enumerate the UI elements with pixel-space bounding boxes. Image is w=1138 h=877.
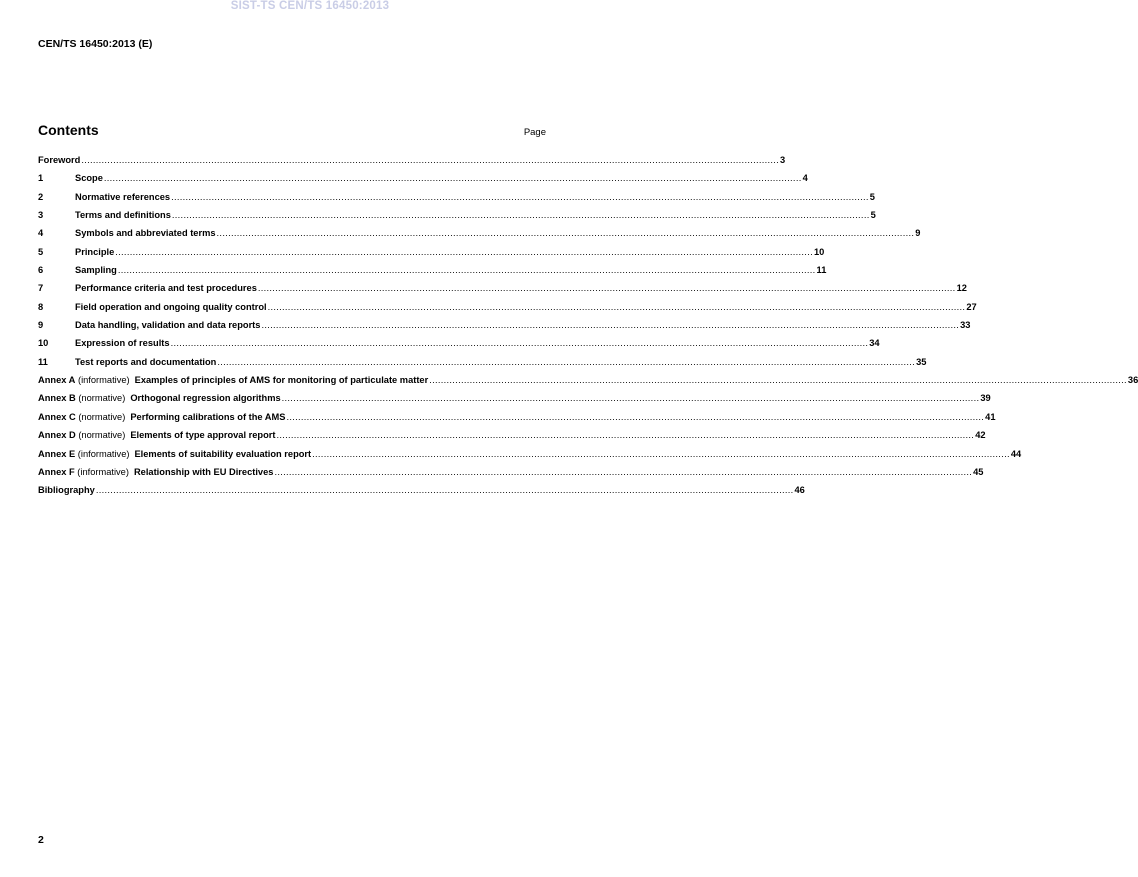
toc-entry[interactable]: [38, 173, 808, 191]
toc-annex-label: Annex F: [38, 466, 75, 477]
toc-entry-number: 2: [38, 191, 44, 202]
toc-dot-leader: ..................................................................................................................................................................................................................................................: [81, 155, 780, 165]
toc-entry[interactable]: [38, 191, 875, 210]
toc-entry[interactable]: [38, 448, 1022, 467]
toc-entry-page: 12: [956, 283, 967, 294]
toc-entry-title: Terms and definitions: [75, 210, 171, 221]
toc-annex-label: Annex A: [38, 375, 76, 386]
toc-entry[interactable]: [38, 283, 967, 301]
toc-entry-number: 8: [38, 301, 44, 312]
toc-entry-number: 10: [38, 338, 49, 349]
page-number: 2: [38, 834, 44, 846]
toc-dot-leader: ..................................................................................................................................................................................................................................................: [171, 191, 869, 202]
toc-annex-type: (informative): [77, 466, 129, 477]
toc-entry-page: 34: [869, 338, 880, 349]
toc-entry-number: 6: [38, 265, 44, 276]
toc-entry[interactable]: [38, 265, 827, 283]
toc-entry-title: Principle: [75, 246, 115, 257]
toc-dot-leader: ..................................................................................................................................................................................................................................................: [217, 356, 916, 367]
toc-entry-title: Field operation and ongoing quality control: [75, 301, 267, 312]
toc-entry-title: Scope: [75, 173, 103, 184]
toc-dot-leader: ..................................................................................................................................................................................................................................................: [429, 375, 1127, 386]
toc-entry-title: Performing calibrations of the AMS: [130, 411, 286, 422]
toc-entry-page: 41: [985, 411, 996, 422]
toc-entry[interactable]: [38, 466, 984, 485]
toc-dot-leader: ..................................................................................................................................................................................................................................................: [103, 173, 802, 184]
toc-entry-number: 11: [38, 356, 48, 367]
toc-entry[interactable]: [38, 320, 971, 338]
toc-dot-leader: ..................................................................................................................................................................................................................................................: [261, 320, 960, 331]
toc-dot-leader: ..................................................................................................................................................................................................................................................: [115, 246, 813, 257]
toc-entry-page: 42: [975, 430, 986, 441]
toc-dot-leader: ..................................................................................................................................................................................................................................................: [216, 228, 915, 239]
toc-entry[interactable]: [38, 338, 880, 356]
toc-entry[interactable]: [38, 485, 805, 503]
toc-entry[interactable]: [38, 393, 991, 411]
toc-entry-number: 9: [38, 320, 44, 331]
toc-annex-label: Annex B: [38, 393, 76, 404]
toc-entry-page: 35: [916, 356, 927, 367]
toc-dot-leader: ..................................................................................................................................................................................................................................................: [117, 265, 816, 276]
toc-annex-label: Annex E: [38, 448, 76, 459]
toc-annex-type: (informative): [77, 375, 130, 386]
toc-entry-title: Examples of principles of AMS for monitoring of particulate matter: [134, 375, 429, 386]
toc-entry[interactable]: [38, 430, 986, 448]
toc-entry-title: Performance criteria and test procedures: [75, 283, 257, 294]
toc-annex-type: (normative): [78, 393, 126, 404]
toc-dot-leader: ..................................................................................................................................................................................................................................................: [281, 393, 980, 404]
toc-entry-page: 46: [794, 485, 805, 496]
toc-dot-leader: ..................................................................................................................................................................................................................................................: [274, 466, 973, 477]
toc-entry-page: 33: [960, 320, 971, 331]
toc-entry-page: 4: [802, 173, 808, 184]
toc-entry-page: 45: [973, 466, 984, 477]
toc-entry-page: 10: [813, 246, 825, 257]
toc-dot-leader: ..................................................................................................................................................................................................................................................: [286, 411, 985, 422]
toc-entry-number: 4: [38, 228, 44, 239]
toc-annex-label: Annex C: [38, 411, 76, 422]
toc-entry-title: Normative references: [75, 191, 171, 202]
page-column-label: Page: [523, 127, 546, 138]
toc-entry[interactable]: [38, 375, 1138, 393]
table-of-contents: [38, 155, 1138, 504]
standard-id: CEN/TS 16450:2013 (E): [38, 38, 153, 50]
toc-dot-leader: ..................................................................................................................................................................................................................................................: [170, 338, 869, 349]
toc-entry[interactable]: [38, 155, 786, 173]
toc-entry-title: Expression of results: [75, 338, 170, 349]
toc-dot-leader: ..................................................................................................................................................................................................................................................: [267, 301, 966, 312]
toc-entry-title: Test reports and documentation: [75, 356, 217, 367]
toc-entry-page: 11: [816, 265, 827, 276]
toc-entry-title: Sampling: [75, 265, 117, 276]
toc-annex-type: (normative): [78, 430, 126, 441]
toc-entry-number: 1: [38, 173, 44, 184]
toc-dot-leader: ..................................................................................................................................................................................................................................................: [276, 430, 975, 441]
toc-entry-number: 7: [38, 283, 44, 294]
toc-entry[interactable]: [38, 411, 996, 430]
toc-entry-title: Data handling, validation and data reports: [75, 320, 261, 331]
toc-entry[interactable]: [38, 356, 927, 375]
toc-entry-number: 3: [38, 210, 44, 221]
toc-entry[interactable]: [38, 228, 921, 246]
toc-entry-title: Bibliography: [38, 485, 95, 496]
toc-dot-leader: ..................................................................................................................................................................................................................................................: [95, 485, 794, 496]
watermark: SIST-TS CEN/TS 16450:2013: [230, 0, 390, 12]
toc-entry-title: Relationship with EU Directives: [133, 466, 274, 477]
contents-title: Contents: [38, 122, 99, 138]
toc-entry-title: Orthogonal regression algorithms: [130, 393, 281, 404]
toc-annex-label: Annex D: [38, 430, 76, 441]
toc-dot-leader: ..................................................................................................................................................................................................................................................: [312, 448, 1010, 459]
toc-dot-leader: ..................................................................................................................................................................................................................................................: [257, 283, 956, 294]
toc-entry[interactable]: [38, 246, 825, 265]
toc-entry-page: 44: [1010, 448, 1022, 459]
toc-entry-page: 3: [780, 155, 786, 165]
toc-entry-page: 5: [870, 210, 876, 221]
toc-entry-title: Elements of suitability evaluation report: [134, 448, 312, 459]
toc-annex-type: (normative): [78, 411, 126, 422]
toc-annex-type: (informative): [77, 448, 130, 459]
toc-entry-page: 39: [980, 393, 991, 404]
toc-entry[interactable]: [38, 301, 977, 320]
toc-entry-title: Foreword: [38, 155, 81, 165]
toc-entry-page: 5: [869, 191, 875, 202]
toc-entry[interactable]: [38, 210, 876, 228]
toc-entry-page: 27: [966, 301, 977, 312]
toc-entry-title: Elements of type approval report: [130, 430, 276, 441]
toc-entry-page: 36: [1127, 375, 1138, 386]
toc-entry-page: 9: [915, 228, 921, 239]
toc-entry-number: 5: [38, 246, 44, 257]
toc-entry-title: Symbols and abbreviated terms: [75, 228, 216, 239]
toc-dot-leader: ..................................................................................................................................................................................................................................................: [171, 210, 870, 221]
